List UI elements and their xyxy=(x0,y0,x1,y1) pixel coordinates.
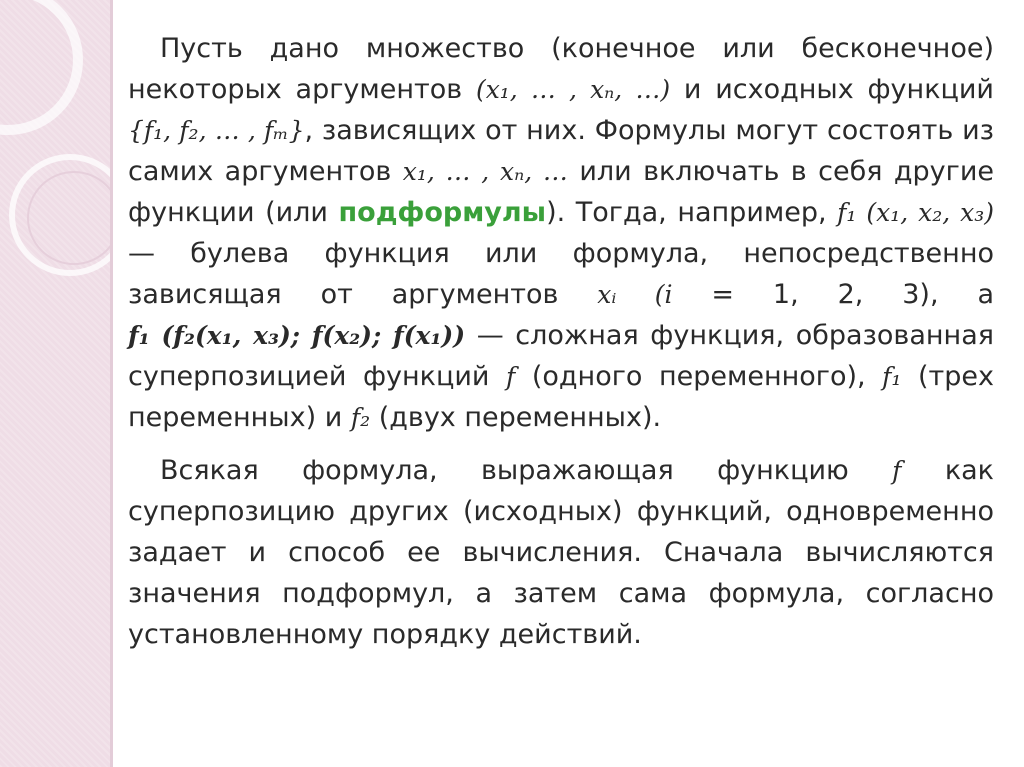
formula-argument-list: x₁, … , xₙ, … xyxy=(402,157,568,186)
text: (трех переменных) и xyxy=(128,361,994,433)
formula-f1: f₁ xyxy=(882,362,902,391)
formula-f2: f₂ xyxy=(350,403,371,432)
text: Всякая формула, выражающая функцию xyxy=(160,455,893,486)
text: или включать в себя другие функции (или xyxy=(128,156,994,228)
text: = 1, 2, 3), а xyxy=(672,279,994,310)
slide-content xyxy=(128,28,994,667)
paragraph-formula-evaluation xyxy=(128,450,994,655)
formula-f: f xyxy=(892,456,902,485)
paragraph-superposition-definition xyxy=(128,28,994,438)
text: как суперпозицию других (исходных) функций, одновременно задает и способ ее вычисления. Сначала вычисляются значения подформул, а затем сама формула, согласно установленному порядку действий. xyxy=(128,455,994,650)
formula-f1-of-x: f₁ (x₁, x₂, x₃) xyxy=(837,198,994,227)
text: , зависящих от них. Формулы могут состоять из самих аргументов xyxy=(128,115,994,187)
formula-argument-sequence: (x₁, … , xₙ, …) xyxy=(475,75,671,104)
formula-f: f xyxy=(506,362,516,391)
text: и исходных функций xyxy=(670,74,994,105)
text: (одного переменного), xyxy=(515,361,883,392)
formula-composite-function: f₁ (f₂(x₁, x₃); f(x₂); f(x₁)) xyxy=(128,321,466,350)
text: (двух переменных). xyxy=(370,402,662,433)
text: — булева функция или формула, непосредственно зависящая от аргументов xyxy=(128,238,994,310)
formula-function-set: {f₁, f₂, … , fₘ} xyxy=(128,116,305,145)
formula-xi: xᵢ (i xyxy=(597,280,673,309)
text: Пусть дано множество (конечное или бесконечное) некоторых аргументов xyxy=(128,33,994,105)
side-panel-border xyxy=(110,0,113,767)
text: — сложная функция, образованная суперпозицией функций xyxy=(128,320,994,392)
decorative-side-panel xyxy=(0,0,112,767)
text: ). Тогда, например, xyxy=(546,197,838,228)
decorative-ring-graphic xyxy=(0,0,112,330)
highlighted-term-subformulas: подформулы xyxy=(338,197,547,228)
